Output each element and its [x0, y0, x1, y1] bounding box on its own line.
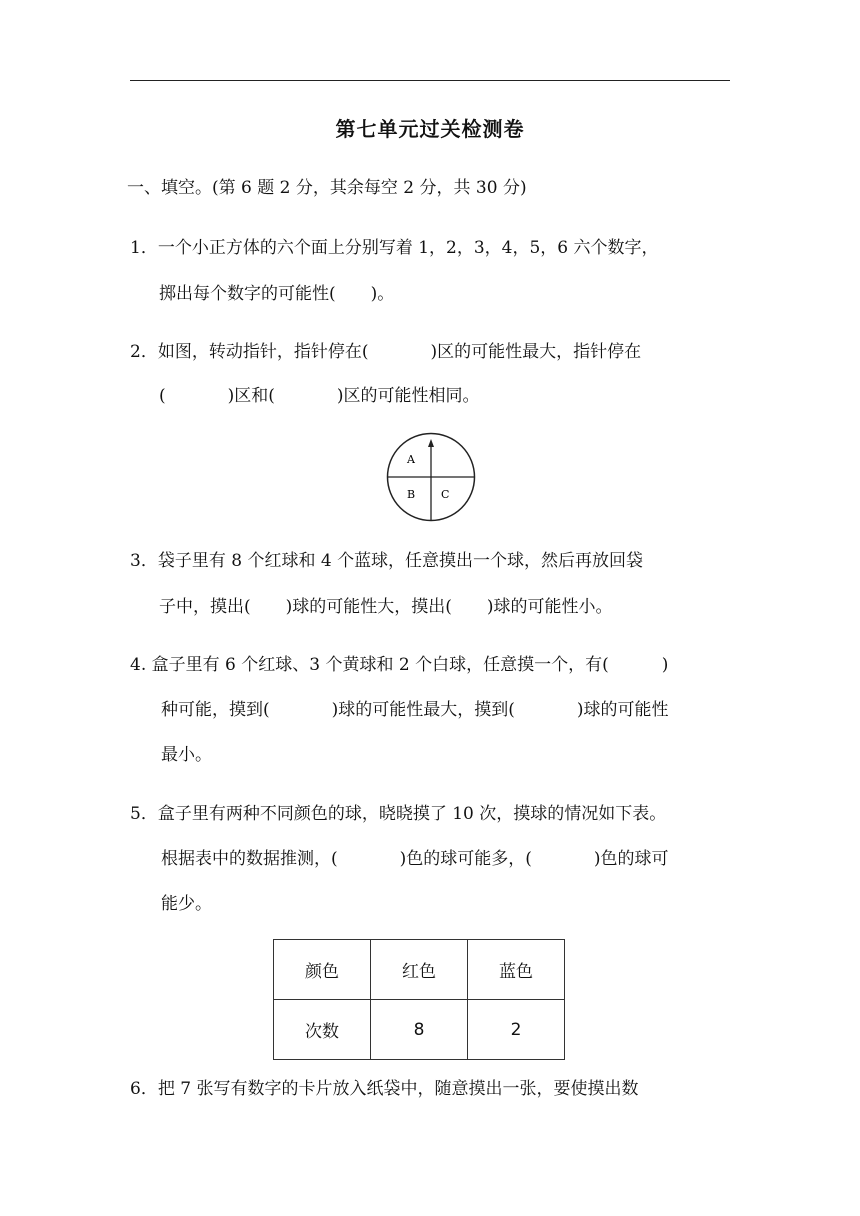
- question-5-line-3: 能少。: [161, 894, 212, 914]
- section-heading: 一、填空。(第 6 题 2 分，其余每空 2 分，共 30 分): [127, 178, 527, 198]
- question-3-text-a: 子中，摸出(: [159, 597, 251, 617]
- question-5-line-1: 5．盒子里有两种不同颜色的球，晓晓摸了 10 次，摸球的情况如下表。: [130, 804, 667, 824]
- question-2-text-b: )区的可能性最大，指针停在: [430, 342, 642, 362]
- question-4-line-1: [130, 654, 668, 676]
- question-3-line-2: [159, 596, 613, 618]
- table-cell: 颜色: [274, 940, 371, 1000]
- question-3-text-c: )球的可能性小。: [486, 597, 613, 617]
- question-4-text-d: )球的可能性最大，摸到(: [331, 700, 515, 720]
- question-1-line-1: 1．一个小正方体的六个面上分别写着 1，2，3，4，5，6 六个数字，: [130, 238, 659, 258]
- question-2-line-2: [159, 385, 480, 407]
- ball-count-table: [273, 939, 565, 1060]
- table-cell: 蓝色: [468, 940, 565, 1000]
- region-label-c: C: [441, 488, 450, 501]
- question-2-text-c: (: [159, 386, 166, 406]
- question-4-text-b: ): [661, 655, 669, 675]
- question-4-text-c: 种可能，摸到(: [161, 700, 270, 720]
- table-cell: 2: [468, 1000, 565, 1060]
- question-1-text-b: )。: [370, 284, 395, 304]
- table-row: [274, 1000, 565, 1060]
- region-label-b: B: [407, 488, 416, 501]
- question-4-line-3: 最小。: [161, 745, 212, 765]
- question-4-text-a: 4. 盒子里有 6 个红球、3 个黄球和 2 个白球，任意摸一个，有(: [130, 655, 609, 675]
- question-6-line-1: 6．把 7 张写有数字的卡片放入纸袋中，随意摸出一张，要使摸出数: [130, 1079, 639, 1099]
- top-rule: [130, 80, 730, 81]
- question-5-text-a: 根据表中的数据推测，(: [161, 849, 338, 869]
- table-cell: 8: [371, 1000, 468, 1060]
- question-2-text-e: )区的可能性相同。: [336, 386, 480, 406]
- question-5-text-b: )色的球可能多，(: [399, 849, 532, 869]
- question-2-text-d: )区和(: [227, 386, 275, 406]
- question-4-line-2: [161, 699, 669, 721]
- question-3-text-b: )球的可能性大，摸出(: [285, 597, 452, 617]
- question-1-line-2: [159, 283, 394, 305]
- question-3-line-1: 3．袋子里有 8 个红球和 4 个蓝球，任意摸出一个球，然后再放回袋: [130, 551, 644, 571]
- table-row: [274, 940, 565, 1000]
- question-5-text-c: )色的球可: [593, 849, 669, 869]
- question-5-line-2: [161, 848, 669, 870]
- spinner-figure: [386, 432, 476, 522]
- question-2-line-1: [130, 341, 641, 363]
- pointer-arrowhead-icon: [428, 439, 434, 447]
- question-1-text-a: 掷出每个数字的可能性(: [159, 284, 336, 304]
- question-4-text-e: )球的可能性: [576, 700, 669, 720]
- question-2-text-a: 2．如图，转动指针，指针停在(: [130, 342, 369, 362]
- region-label-a: A: [407, 453, 415, 466]
- table-cell: 红色: [371, 940, 468, 1000]
- page-title: 第七单元过关检测卷: [335, 117, 525, 141]
- table-cell: 次数: [274, 1000, 371, 1060]
